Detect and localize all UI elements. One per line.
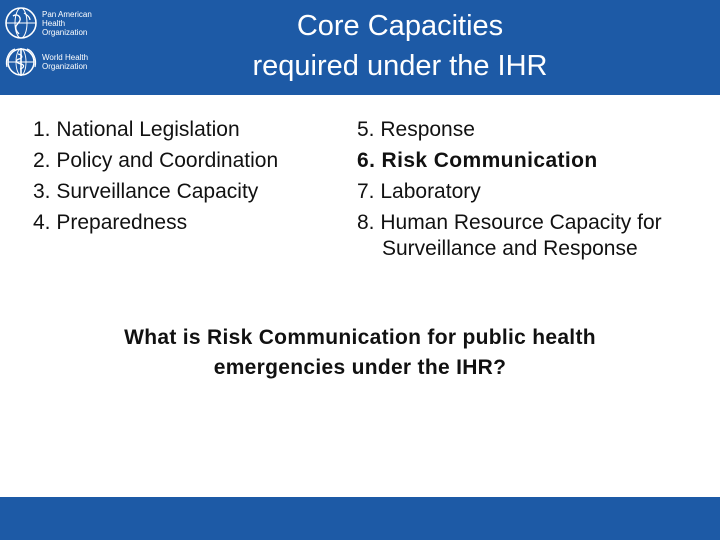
- list-item: 8. Human Resource Capacity for Surveillance and Response: [357, 211, 662, 260]
- who-logo-line: Organization: [42, 62, 88, 71]
- paho-logo-line: Health: [42, 18, 66, 28]
- who-emblem-icon: [4, 45, 38, 79]
- paho-logo-text: [42, 10, 92, 37]
- list-item: 7. Laboratory: [357, 180, 481, 203]
- list-item: 5. Response: [357, 118, 475, 141]
- capacities-list-right: [357, 114, 697, 262]
- slide-title: [150, 6, 650, 86]
- slide-title-line: Core Capacities: [296, 10, 504, 42]
- question-text: [60, 323, 660, 383]
- list-item: 2. Policy and Coordination: [33, 149, 279, 172]
- paho-logo-line: Pan American: [42, 9, 92, 19]
- question-line: emergencies under the IHR?: [213, 356, 507, 379]
- list-item: 3. Surveillance Capacity: [33, 180, 259, 203]
- globe-icon: [4, 6, 38, 40]
- who-logo: [4, 45, 88, 79]
- question-line: What is Risk Communication for public health: [124, 326, 596, 349]
- list-item-highlighted: 6. Risk Communication: [357, 149, 598, 172]
- list-item: 4. Preparedness: [33, 211, 188, 234]
- who-logo-text: [42, 53, 88, 71]
- capacities-list-left: [33, 114, 278, 238]
- footer-bar: [0, 497, 720, 540]
- paho-logo-line: Organization: [42, 27, 88, 37]
- paho-logo: [4, 6, 92, 40]
- list-item: 1. National Legislation: [33, 118, 240, 141]
- header-bar: [0, 0, 720, 95]
- who-logo-line: World Health: [42, 53, 89, 62]
- slide-title-line: required under the IHR: [252, 50, 548, 82]
